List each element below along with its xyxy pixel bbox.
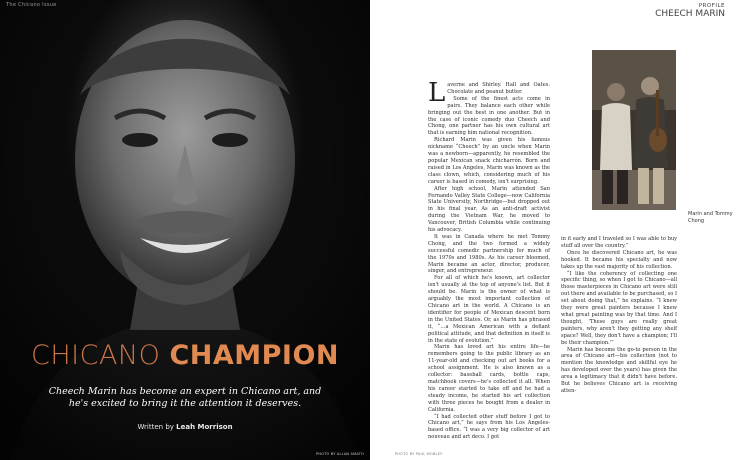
paragraph: Once he discovered Chicano art, he was hooked. It became his specialty and now takes up the vast majority of his collection. <box>561 249 677 270</box>
title-word-chicano: CHICANO <box>30 340 161 371</box>
photo-credit-right: PHOTO BY PAUL MOBLEY <box>395 452 443 456</box>
paragraph-text: averne and Shirley. Hall and Oates. Chocolate and peanut butter. <box>447 82 550 95</box>
article-title <box>0 341 370 371</box>
article-subtitle: Cheech Marin has become an expert in Chicano art, and he's excited to bring it the attention it deserves. <box>48 386 322 409</box>
byline-prefix: Written by <box>137 423 174 431</box>
article-column-1 <box>428 78 550 441</box>
paragraph: For all of which he's known, art collector isn't usually at the top of anyone's list. But it should be. Marin is the owner of what is arguably the most important collection of Chicano art in the world. A Chicano is an identifier for people of Mexican descent born in the United States. Or, as Marin has phrased it, “…a Mexican American with a defiant political attitude, and that definition in itself is in the state of evolution.” <box>428 275 550 344</box>
section-header <box>655 3 725 19</box>
publication-label: The Chicano Issue <box>6 2 57 8</box>
paragraph: “I had collected other stuff before I got to Chicano art,” he says from his Los Angeles-based office. “I was a very big collector of art nouveau and art deco. I got <box>428 413 550 441</box>
paragraph <box>428 78 550 108</box>
drop-cap: L <box>428 78 446 108</box>
byline-author: Leah Morrison <box>176 423 233 431</box>
paragraph: Marin has loved art his entire life—he remembers going to the public library as an 11-year-old and checking out art books for a school assignment. He is also known as a collector: baseball cards, bottle caps, matchbook covers—he's collected it all. When his career started to take off and he had a steady income, he started his art collection with three pieces he bought from a dealer in California. <box>428 344 550 413</box>
title-word-champion: CHAMPION <box>169 340 340 371</box>
paragraph: Some of the finest acts come in pairs. They balance each other while bringing out the best in one another. But in the case of iconic comedy duo Cheech and Chong, one partner has his own cultural art that is earning him national recognition. <box>428 95 550 137</box>
byline <box>0 423 370 431</box>
photo-credit-left: PHOTO BY ALLAN AMATO <box>316 452 364 456</box>
paragraph: Richard Marin was given his famous nickname “Cheech” by an uncle when Marin was a newborn—apparently, he resembled the popular Mexican snack chicharrón. Born and raised in Los Angeles, Marin was known as the class clown, which, considering much of his career is based in comedy, isn't surprising. <box>428 137 550 185</box>
paragraph: “I like the coherency of collecting one specific thing, so when I got to Chicano—all those masterpieces in Chicano art were still out there and available to be purchased, so I set about doing that,” he explains. “I knew they were great painters because I knew what great painting was by that time. And I thought, 'These guys are really great painters, why aren't they getting any shelf space? Well, they don't have a champion; I'll be their champion.'” <box>561 270 677 346</box>
marin-and-chong-photo <box>592 50 676 210</box>
section-name: CHEECH MARIN <box>655 9 725 19</box>
section-label: PROFILE <box>698 3 725 9</box>
paragraph: After high school, Marin attended San Fernando Valley State College—now California State University, Northridge—but dropped out in his final year. As an anti-draft activist during the Vietnam War, he moved to Vancouver, British Columbia while continuing his advocacy. <box>428 185 550 234</box>
photo-caption: Marin and Tommy Chong <box>688 211 733 224</box>
article-column-2 <box>561 236 677 395</box>
paragraph: Marin has become the go-to person in the area of Chicano art—his collection (not to mention the knowledge and skillful eye he has developed over the years) has given the area a legitimacy that it didn't have before. But he believes Chicano art is receiving atten- <box>561 346 677 394</box>
paragraph: in it early and I traveled so I was able to buy stuff all over the country.” <box>561 236 677 249</box>
right-page <box>370 0 740 460</box>
paragraph: It was in Canada where he met Tommy Chong, and the two formed a widely successful comedic partnership for much of the 1970s and 1980s. As his career bloomed, Marin became an actor, director, producer, singer, and entrepreneur. <box>428 233 550 275</box>
